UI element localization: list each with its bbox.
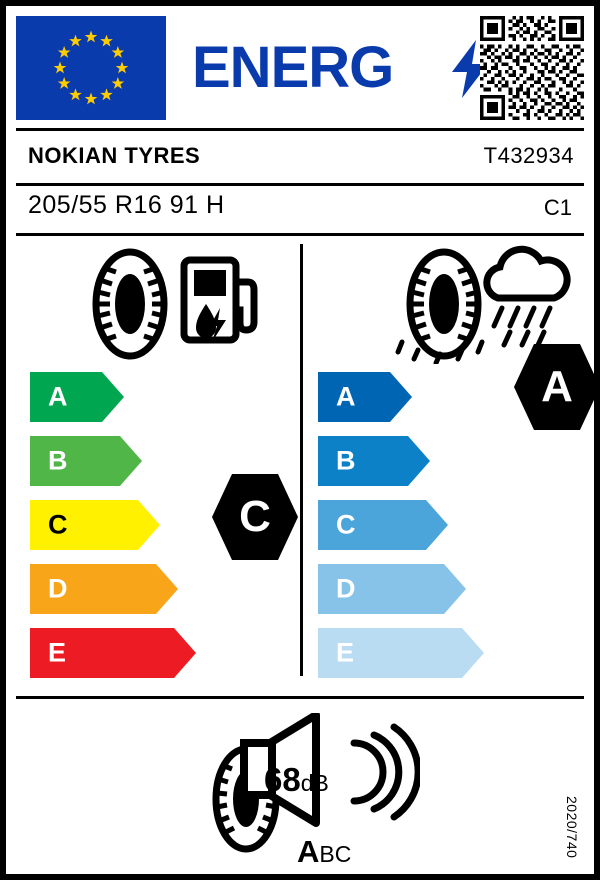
- fuel-grade-c-label: C: [48, 509, 68, 540]
- supplier-name: NOKIAN TYRES: [28, 143, 201, 168]
- fuel-grade-c: [30, 500, 196, 550]
- fuel-efficiency-scale: [30, 372, 196, 692]
- wet-grade-e: [318, 628, 484, 678]
- fuel-efficiency-rating: [212, 474, 298, 560]
- wet-grade-d-label: D: [336, 573, 356, 604]
- tyre-fuel-pump-icon: [76, 244, 276, 364]
- fuel-grade-a: [30, 372, 196, 422]
- tyre-class: C1: [543, 195, 572, 220]
- noise-class-active: A: [297, 834, 320, 869]
- noise-class-scale: [297, 834, 351, 870]
- noise-db-number: 68: [264, 761, 301, 798]
- fuel-grade-b-label: B: [48, 445, 68, 476]
- tyre-type-identifier: T432934: [483, 143, 574, 168]
- qr-code-icon: [480, 16, 584, 120]
- fuel-grade-e-label: E: [48, 637, 67, 668]
- wet-grade-e-label: E: [336, 637, 355, 668]
- label-header: [16, 16, 584, 120]
- wet-grade-b-label: B: [336, 445, 356, 476]
- brand-row: [16, 128, 584, 186]
- wet-grip-scale: [318, 372, 484, 692]
- fuel-efficiency-rating-letter: C: [239, 492, 271, 541]
- wet-grade-a: [318, 372, 484, 422]
- tyre-size-designation: 205/55 R16 91 H: [28, 191, 225, 219]
- section-divider: [300, 244, 303, 676]
- fuel-grade-e: [30, 628, 196, 678]
- wet-grip-rating-letter: A: [541, 362, 573, 411]
- wet-grade-c: [318, 500, 484, 550]
- noise-class-rest: BC: [319, 841, 352, 867]
- noise-db-unit: dB: [300, 770, 329, 796]
- fuel-grade-d: [30, 564, 196, 614]
- eu-flag-icon: [16, 16, 166, 120]
- wet-grade-b: [318, 436, 484, 486]
- tyre-size-row: [16, 183, 584, 236]
- wet-grade-a-label: A: [336, 381, 356, 412]
- fuel-grade-d-label: D: [48, 573, 68, 604]
- regulation-reference: 2020/740: [564, 795, 580, 858]
- ratings-section: [16, 236, 584, 688]
- fuel-grade-a-label: A: [48, 381, 68, 412]
- wet-grade-d: [318, 564, 484, 614]
- wet-grade-c-label: C: [336, 509, 356, 540]
- wet-grip-rating: [514, 344, 600, 430]
- noise-value: [264, 761, 329, 799]
- page-title: ENERG: [192, 35, 394, 100]
- fuel-grade-b: [30, 436, 196, 486]
